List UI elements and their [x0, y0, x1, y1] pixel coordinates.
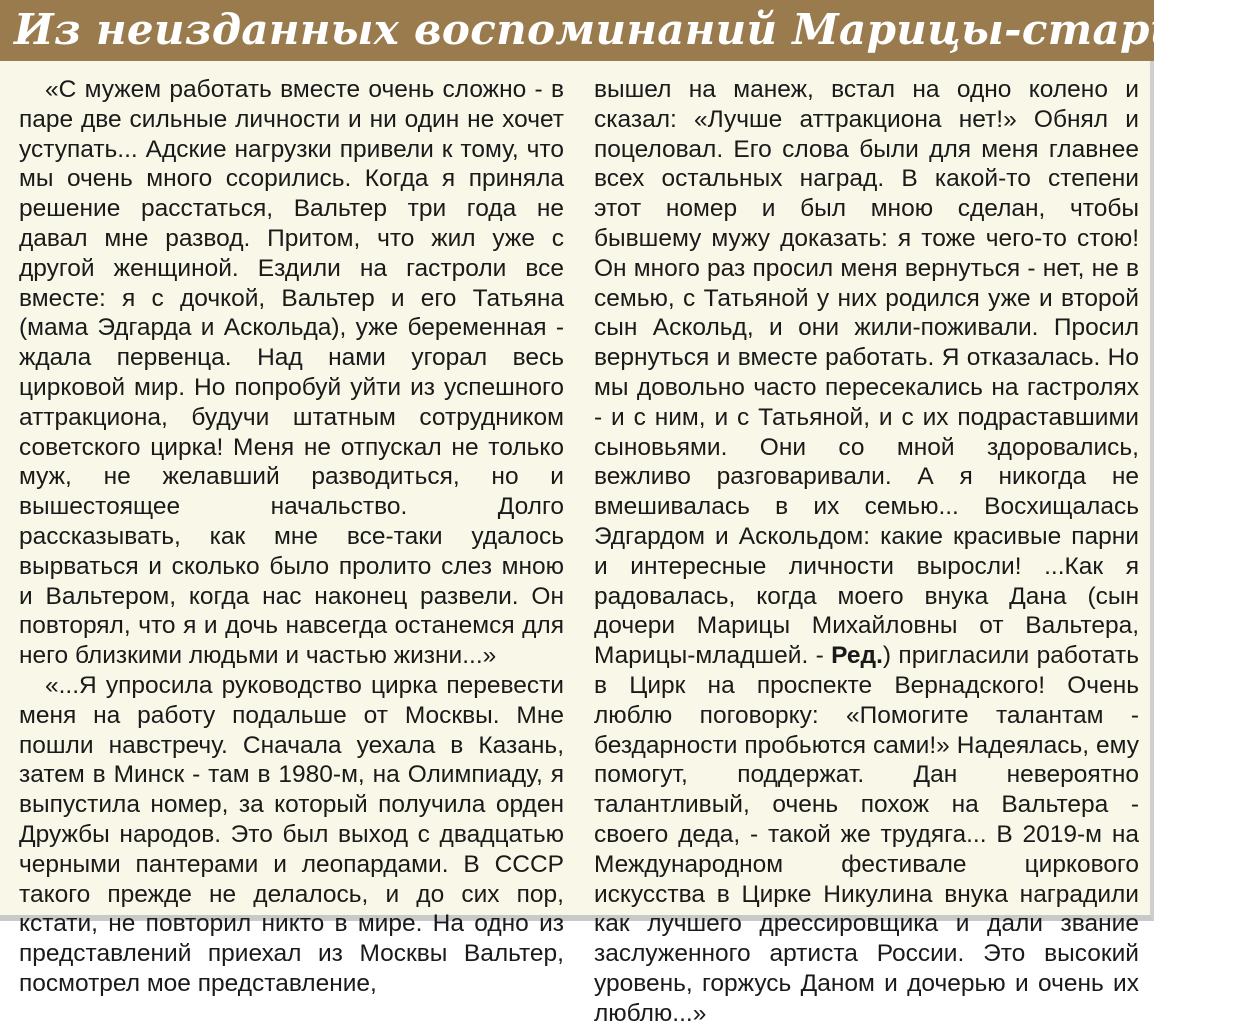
continued-text: вышел на манеж, встал на одно колено и сказал: «Лучше аттракциона нет!» Обнял и поцеловал. Его слова были для меня главнее всех остальных наград. В какой-то степени этот номер и был мною сделан, чтобы бывшему мужу доказать: я тоже чего-то стою! Он много раз просил меня вернуться - нет, не в семью, с Татьяной у них родился уже и второй сын Аскольд, и они жили-поживали. Просил вернуться и вместе работать. Я отказалась. Но мы довольно часто пересекались на гастролях - и с ним, и с Татьяной, и с их подраставшими сыновьями. Они со мной здоровались, вежливо разговаривали. А я никогда не вмешивалась в их семью... Восхищалась Эдгардом и Аскольдом: какие красивые парни и интересные личности выросли! ...Как я радовалась, когда моего внука Дана (сын дочери Марицы Михайловны от Вальтера, Марицы-младшей. - — [594, 76, 1139, 670]
memoir-paragraph-1: «С мужем работать вместе очень сложно - в паре две сильные личности и ни один не хочет уступать... Адские нагрузки привели к тому, что мы очень много ссорились. Когда я приняла решение расстаться, Вальтер три года не давал мне развод. Притом, что жил уже с другой женщиной. Ездили на гастроли все вместе: я с дочкой, Вальтер и его Татьяна (мама Эдгарда и Аскольда), уже беременная - ждала первенца. Над нами угорал весь цирковой мир. Но попробуй уйти из успешного аттракциона, будучи штатным сотрудником советского цирка! Меня не отпускал не только муж, не желавший разводиться, но и вышестоящее начальство. Долго рассказывать, как мне все-таки удалось вырваться и сколько было пролито слез мною и Вальтером, когда нас наконец развели. Он повторял, что я и дочь навсегда останемся для него близкими людьми и частью жизни...» — [19, 76, 564, 670]
memoir-paragraph-2-continued — [594, 75, 1139, 1029]
left-column — [19, 75, 564, 999]
title-band — [0, 0, 1252, 61]
article-title: Из неизданных воспоминаний Марицы-старшей — [14, 5, 1252, 54]
editor-note: Ред. — [831, 642, 883, 670]
right-column — [594, 75, 1139, 1029]
memoir-paragraph-2: «...Я упросила руководство цирка перевести меня на работу подальше от Москвы. Мне пошли навстречу. Сначала уехала в Казань, затем в Минск - там в 1980-м, на Олимпиаду, я выпустила номер, за который получила орден Дружбы народов. Это был выход с двадцатью черными пантерами и леопардами. В СССР такого прежде не делалось, и до сих пор, кстати, не повторил никто в мире. На одно из представлений приехал из Москвы Вальтер, посмотрел мое представление, — [19, 671, 564, 997]
continued-text-end: ) пригласили работать в Цирк на проспекте Вернадского! Очень люблю поговорку: «Помогите талантам - бездарности пробьются сами!» Надеялась, ему помогут, поддержат. Дан невероятно талантливый, очень похож на Вальтера - своего деда, - такой же трудяга... В 2019-м на Международном фестивале циркового искусства в Цирке Никулина внука наградили как лучшего дрессировщика и дали звание заслуженного артиста России. Это высокий уровень, горжусь Даном и дочерью и очень их люблю...» — [594, 642, 1140, 1027]
